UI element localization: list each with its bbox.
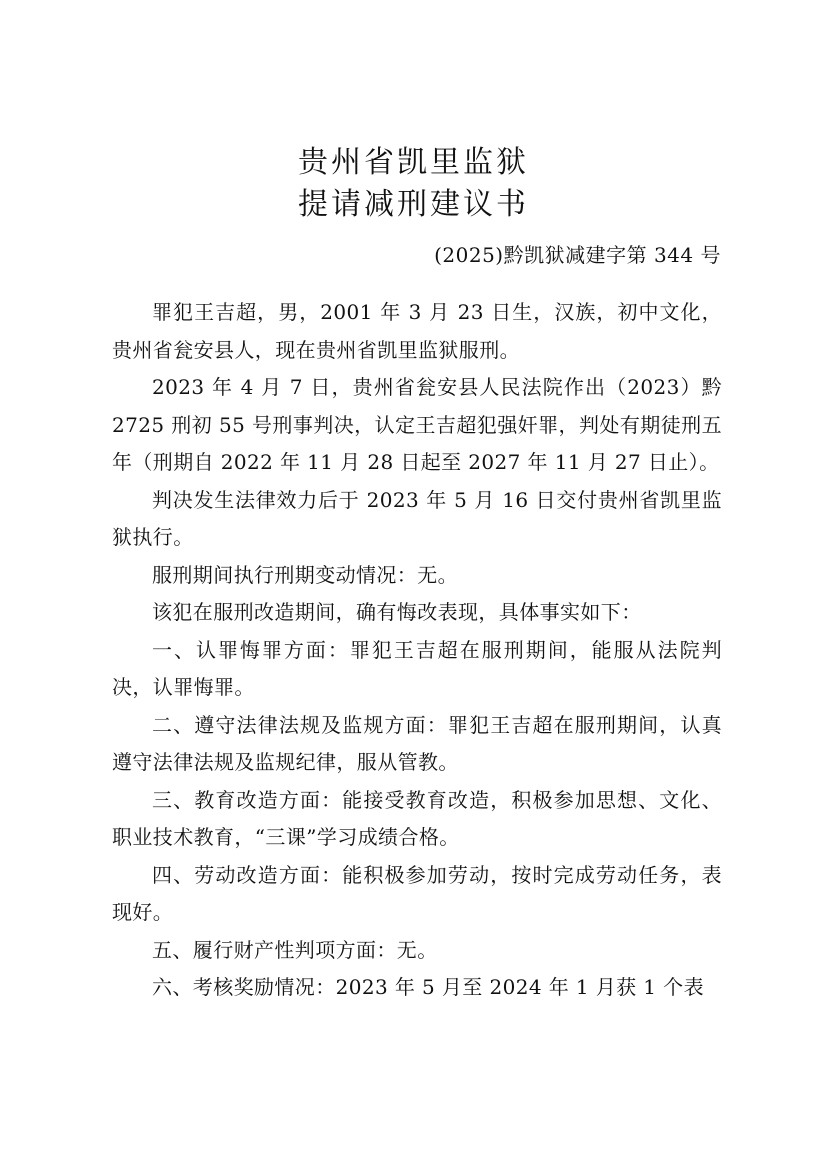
paragraph-repentance-intro: 该犯在服刑改造期间，确有悔改表现，具体事实如下： (152, 600, 642, 624)
paragraph-item-2: 二、遵守法律法规及监规方面：罪犯王吉超在服刑期间，认真遵守法律法规及监规纪律，服从管教。 (112, 712, 722, 774)
paragraph-item-1: 一、认罪悔罪方面：罪犯王吉超在服刑期间，能服从法院判决，认罪悔罪。 (112, 637, 722, 699)
paragraph-item-6: 六、考核奖励情况：2023 年 5 月至 2024 年 1 月获 1 个表 (152, 975, 704, 999)
paragraph-sentence-change: 服刑期间执行刑期变动情况：无。 (152, 562, 458, 587)
paragraph-item-5: 五、履行财产性判项方面：无。 (152, 937, 438, 962)
document-title-line1: 贵州省凯里监狱 (298, 145, 529, 180)
paragraph-offender-info: 罪犯王吉超，男，2001 年 3 月 23 日生，汉族，初中文化，贵州省瓮安县人，现在贵州省凯里监狱服刑。 (112, 300, 722, 362)
document-number: (2025)黔凯狱减建字第 344 号 (434, 243, 721, 267)
paragraph-item-3: 三、教育改造方面：能接受教育改造，积极参加思想、文化、职业技术教育，“三课”学习成绩合格。 (112, 787, 722, 849)
document-body (112, 294, 722, 1007)
paragraph-item-4: 四、劳动改造方面：能积极参加劳动，按时完成劳动任务，表现好。 (112, 862, 722, 924)
document-title-line2: 提请减刑建议书 (298, 187, 529, 222)
paragraph-execution: 判决发生法律效力后于 2023 年 5 月 16 日交付贵州省凯里监狱执行。 (112, 487, 722, 549)
paragraph-judgment: 2023 年 4 月 7 日，贵州省瓮安县人民法院作出（2023）黔 2725 刑初 55 号刑事判决，认定王吉超犯强奸罪，判处有期徒刑五年（刑期自 2022 年 11 月 28 日起至 2027 年 11 月 27 日止）。 (112, 375, 722, 474)
